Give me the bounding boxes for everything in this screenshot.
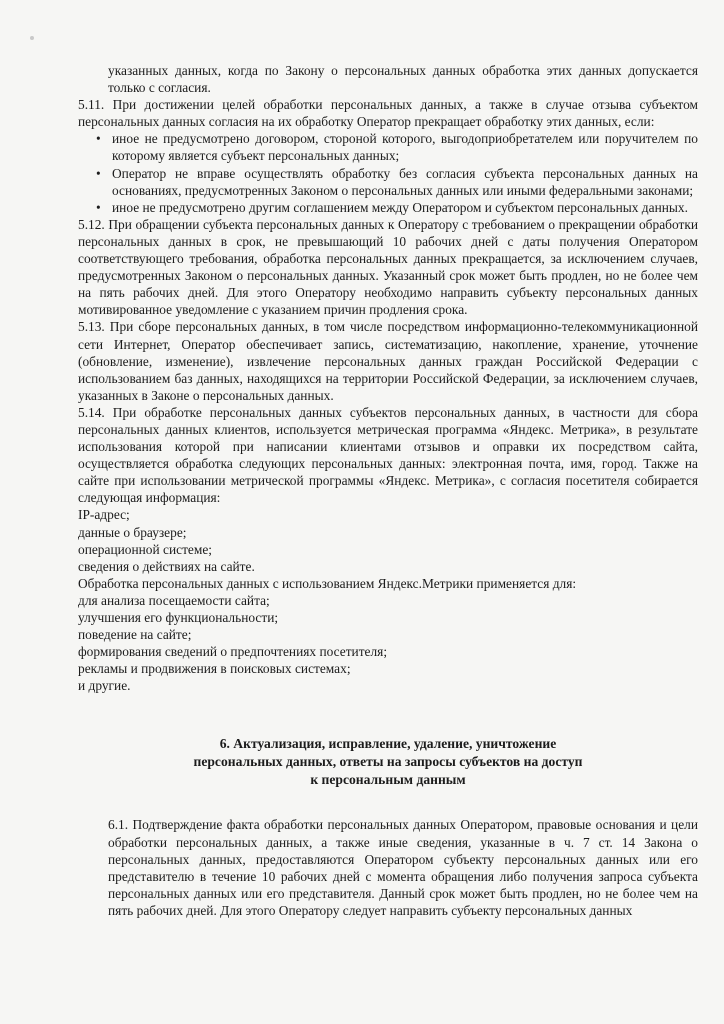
section-6-title-line: 6. Актуализация, исправление, удаление, уничтожение: [219, 736, 557, 752]
list-item: • иное не предусмотрено другим соглашением между Оператором и субъектом персональных данных.: [100, 199, 698, 216]
list-item: IP-адрес;: [78, 507, 130, 523]
clause-5-12: 5.12. При обращении субъекта персональных данных к Оператору с требованием о прекращении обработки персональных данных в срок, не превышающий 10 рабочих дней с даты получения Оператором соответствующего требования, обработка персональных данных прекращается, за исключением случаев, предусмотренных Законом о персональных данных. Указанный срок может быть продлен, но не более чем на пять рабочих дней. Для этого Оператору необходимо направить субъекту персональных данных мотивированное уведомление с указанием причин продления срока.: [78, 216, 698, 318]
list-item: рекламы и продвижения в поисковых системах;: [78, 661, 351, 677]
usage-list: [78, 592, 698, 695]
list-item: • иное не предусмотрено договором, стороной которого, выгодоприобретателем или поручителем по которому является субъект персональных данных;: [100, 130, 698, 164]
list-item: сведения о действиях на сайте.: [78, 558, 255, 574]
clause-6-1: 6.1. Подтверждение факта обработки персональных данных Оператором, правовые основания и цели обработки персональных данных, а также иные сведения, указанные в ч. 7 ст. 14 Закона о персональных данных, предоставляются Оператором субъекту персональных данных или его представителю в течение 10 рабочих дней с момента обращения либо получения запроса субъекта персональных данных или его представителя. Данный срок может быть продлен, но не более чем на пять рабочих дней. Для этого Оператору следует направить субъекту персональных данных: [108, 817, 698, 918]
continuation-paragraph: указанных данных, когда по Закону о персональных данных обработка этих данных допускается только с согласия.: [108, 63, 698, 96]
list-item: • Оператор не вправе осуществлять обработку без согласия субъекта персональных данных на основаниях, предусмотренных Законом о персональных данных или иными федеральными законами;: [100, 165, 698, 199]
list-item: поведение на сайте;: [78, 627, 192, 643]
clause-5-13: 5.13. При сборе персональных данных, в том числе посредством информационно-телекоммуникационной сети Интернет, Оператор обеспечивает запись, систематизацию, накопление, хранение, уточнение (обновление, изменение), извлечение персональных данных граждан Российской Федерации с использованием баз данных, находящихся на территории Российской Федерации, за исключением случаев, указанных в Законе о персональных данных.: [78, 319, 698, 403]
list-item: операционной системе;: [78, 541, 212, 557]
list-item: и другие.: [78, 678, 131, 694]
scan-speck: [30, 36, 34, 40]
document-body: [78, 62, 698, 919]
clause-5-14: 5.14. При обработке персональных данных субъектов персональных данных, в частности для сбора персональных данных клиентов, используется метрическая программа «Яндекс. Метрика», в результате использования которой при написании клиентами отзывов и оправки их посредством сайта, осуществляется обработка следующих персональных данных: электронная почта, имя, город. Также на сайте при использовании метрической программы «Яндекс. Метрика», с согласия посетителя собирается следующая информация:: [78, 404, 698, 506]
list-item: данные о браузере;: [78, 524, 187, 540]
clause-5-11: [78, 96, 698, 216]
list-item: для анализа посещаемости сайта;: [78, 592, 270, 608]
list-item: формирования сведений о предпочтениях посетителя;: [78, 644, 388, 660]
section-6-title-line: к персональным данным: [310, 772, 466, 788]
section-6-heading: [78, 735, 698, 789]
usage-intro: Обработка персональных данных с использованием Яндекс.Метрики применяется для:: [78, 575, 577, 591]
collected-info-list: [78, 506, 698, 574]
clause-5-11-intro: 5.11. При достижении целей обработки персональных данных, а также в случае отзыва субъектом персональных данных согласия на их обработку Оператор прекращает обработку этих данных, если:: [78, 97, 698, 130]
section-6-title-line: персональных данных, ответы на запросы субъектов на доступ: [193, 754, 583, 770]
list-item: улучшения его функциональности;: [78, 610, 279, 625]
clause-5-11-list: [78, 130, 698, 215]
